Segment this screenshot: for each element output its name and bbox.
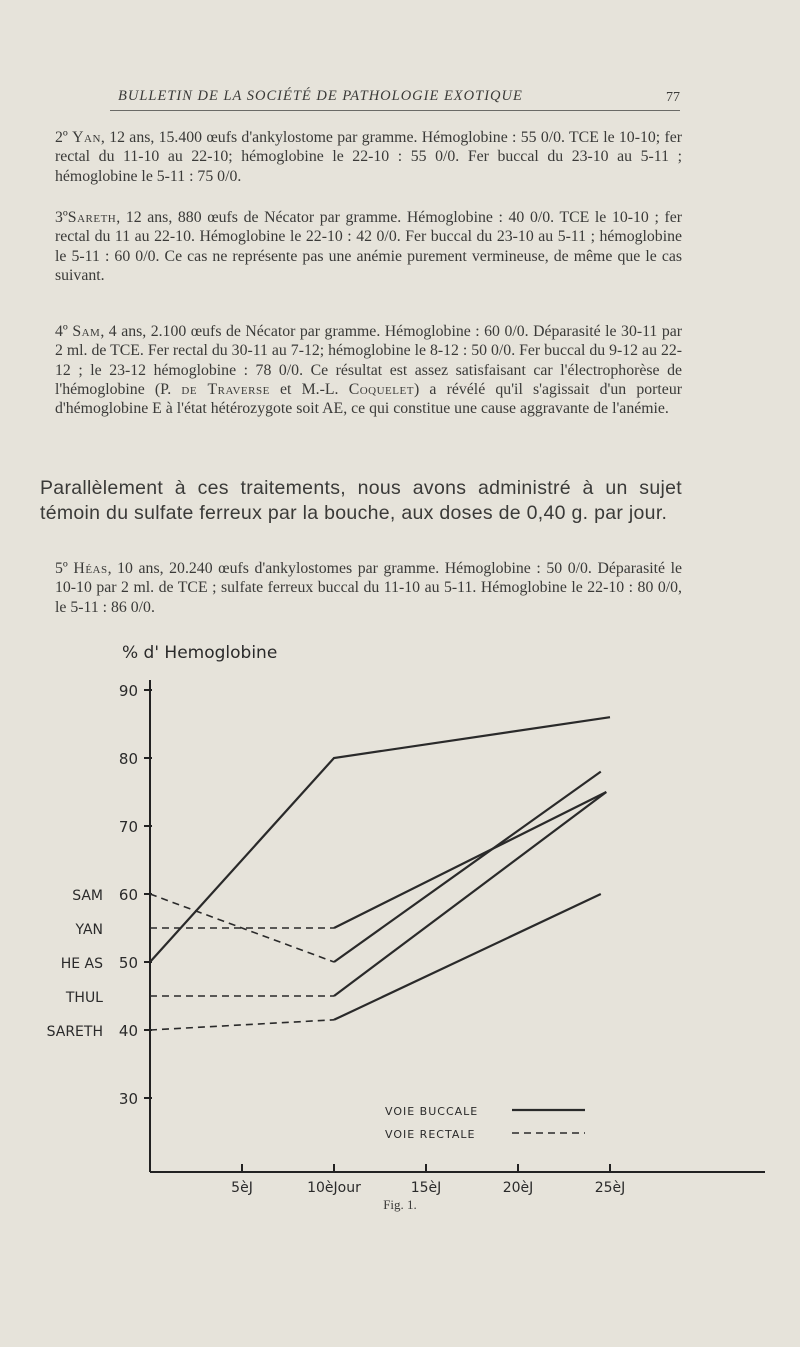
patient-label: YAN	[75, 922, 103, 938]
patient-name: Sareth	[67, 209, 117, 226]
author-reference: de Traverse	[181, 380, 270, 398]
x-tick-label: 10èJour	[307, 1180, 361, 1195]
paragraph-sam: 4º Sam, 4 ans, 2.100 œufs de Nécator par gramme. Hémoglobine : 60 0/0. Déparasité le 30-11 par 2 ml. de TCE. Fer rectal du 30-11 au 7-12; hémoglobine le 8-12 : 50 0/0. Fer buccal du 9-12 au 22-12 ; le 23-12 hémoglobine : 78 0/0. Ce résultat est assez satisfaisant car l'électrophorèse de l'hémoglobine (P. de Traverse et M.-L. Coquelet) a révélé qu'il s'agissait d'un porteur d'hémoglobine E à l'état hétérozygote soit AE, ce qui constitue une cause aggravante de l'anémie.	[55, 323, 683, 418]
author-reference: Coquelet	[348, 380, 414, 398]
legend-label: VOIE RECTALE	[385, 1128, 476, 1141]
x-tick-label: 25èJ	[594, 1180, 626, 1195]
paragraph-yan: 2º Yan, 12 ans, 15.400 œufs d'ankylostome par gramme. Hémoglobine : 55 0/0. TCE le 10-10; fer rectal du 11-10 au 22-10; hémoglobine le 22-10 : 55 0/0. Fer buccal du 23-10 au 5-11 ; hémoglobine le 5-11 : 75 0/0.	[55, 129, 683, 185]
paragraph-control-subject: Parallèlement à ces traitements, nous avons administré à un sujet témoin du sulfate ferreux par la bouche, aux doses de 0,40 g. par jour.	[40, 477, 682, 524]
series-line-thul	[334, 792, 606, 996]
series-line-sareth	[334, 894, 601, 1020]
patient-name: Héas	[73, 560, 108, 577]
y-tick-label: 60	[118, 886, 138, 904]
y-axis-title: % d' Hemoglobine	[122, 643, 278, 663]
series-line-sareth	[150, 1020, 334, 1030]
page-number: 77	[666, 90, 680, 105]
paragraph-heas: 5º Héas, 10 ans, 20.240 œufs d'ankylostomes par gramme. Hémoglobine : 50 0/0. Déparasité le 10-10 par 2 ml. de TCE ; sulfate ferreux buccal du 11-10 au 5-11. Hémoglobine le 22-10 : 80 0/0, le 5-11 : 86 0/0.	[55, 560, 683, 616]
x-tick-label: 15èJ	[410, 1180, 442, 1195]
patient-label: SARETH	[46, 1024, 103, 1040]
y-tick-label: 70	[118, 818, 138, 836]
hemoglobin-chart	[0, 630, 800, 1195]
patient-label: HE AS	[60, 956, 103, 972]
y-tick-label: 40	[118, 1022, 138, 1040]
patient-name: Yan	[72, 129, 101, 146]
patient-label: THUL	[65, 990, 103, 1006]
paragraph-sareth: 3ºSareth, 12 ans, 880 œufs de Nécator par gramme. Hémoglobine : 40 0/0. TCE le 10-10 ; fer rectal du 11 au 22-10. Hémoglobine le 22-10 : 42 0/0. Fer buccal du 23-10 au 5-11 ; hémoglobine le 5-11 : 60 0/0. Ce cas ne représente pas une anémie purement vermineuse, de même que le cas suivant.	[55, 209, 682, 284]
y-tick-label: 30	[118, 1090, 138, 1108]
y-tick-label: 90	[118, 682, 138, 700]
series-line-yan	[334, 792, 606, 928]
legend-label: VOIE BUCCALE	[385, 1105, 479, 1118]
patient-label: SAM	[72, 888, 103, 904]
x-tick-label: 20èJ	[502, 1180, 534, 1195]
figure-caption: Fig. 1.	[383, 1197, 417, 1212]
y-tick-label: 80	[118, 750, 138, 768]
journal-title: BULLETIN DE LA SOCIÉTÉ DE PATHOLOGIE EXOTIQUE	[118, 88, 523, 104]
running-header	[110, 84, 680, 111]
x-tick-label: 5èJ	[231, 1180, 253, 1195]
series-line-sam	[334, 772, 601, 962]
y-tick-label: 50	[118, 954, 138, 972]
patient-name: Sam	[72, 323, 101, 340]
